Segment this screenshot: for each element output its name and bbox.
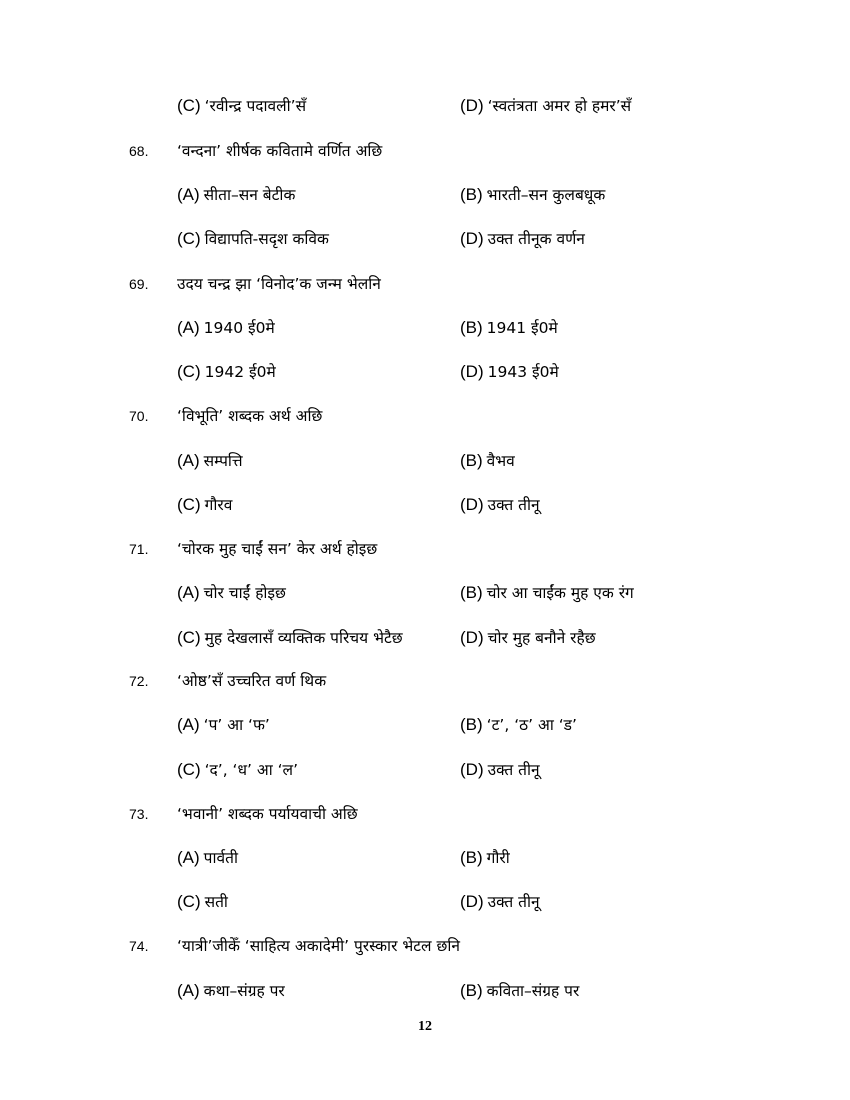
question-text: ‘विभूति’ शब्दक अर्थ अछि [177,407,323,425]
question-72 [0,667,850,697]
question-text: ‘चोरक मुह चाईं सन’ केर अर्थ होइछ [177,540,378,558]
question-number: 70. [129,408,149,424]
option-c: (C) 1942 ई0मे [177,362,276,381]
option-b: (B) गौरी [460,848,510,867]
option-c: (C) विद्यापति-सदृश कविक [177,229,329,248]
question-69 [0,270,850,300]
question-text: ‘वन्दना’ शीर्षक कवितामे वर्णित अछि [177,142,383,160]
option-a: (A) पार्वती [177,848,238,867]
option-row [0,491,850,521]
option-b: (B) चोर आ चाईंक मुह एक रंग [460,583,634,602]
question-number: 71. [129,541,149,557]
option-d: (D) ‘स्वतंत्रता अमर हो हमर’सँ [460,96,632,115]
question-number: 69. [129,276,149,292]
question-number: 68. [129,143,149,159]
option-row [0,92,850,122]
option-row [0,844,850,874]
option-b: (B) वैभव [460,451,515,470]
option-row [0,711,850,741]
option-a: (A) ‘प’ आ ‘फ’ [177,715,270,734]
option-a: (A) 1940 ई0मे [177,318,275,337]
option-row [0,181,850,211]
option-row [0,358,850,388]
option-a: (A) चोर चाईं होइछ [177,583,286,602]
option-row [0,756,850,786]
option-b: (B) कविता–संग्रह पर [460,981,580,1000]
question-71 [0,535,850,565]
question-70 [0,402,850,432]
option-c: (C) मुह देखलासँ व्यक्तिक परिचय भेटैछ [177,628,403,647]
option-b: (B) भारती–सन कुलबधूक [460,185,606,204]
question-number: 74. [129,938,149,954]
option-d: (D) उक्त तीनू [460,760,540,779]
option-c: (C) गौरव [177,495,233,514]
option-row [0,977,850,1007]
option-row [0,314,850,344]
option-d: (D) उक्त तीनूक वर्णन [460,229,585,248]
option-d: (D) 1943 ई0मे [460,362,559,381]
option-d: (D) उक्त तीनू [460,495,540,514]
question-text: ‘ओष्ठ’सँ उच्चरित वर्ण थिक [177,672,327,690]
option-d: (D) उक्त तीनू [460,892,540,911]
page-number: 12 [418,1019,432,1034]
question-74 [0,932,850,962]
question-text: उदय चन्द्र झा ‘विनोद’क जन्म भेलनि [177,275,381,293]
question-number: 72. [129,673,149,689]
option-c: (C) ‘द’, ‘ध’ आ ‘ल’ [177,760,298,779]
option-d: (D) चोर मुह बनौने रहैछ [460,628,596,647]
question-number: 73. [129,806,149,822]
option-b: (B) 1941 ई0मे [460,318,558,337]
option-b: (B) ‘ट’, ‘ठ’ आ ‘ड’ [460,715,577,734]
option-c: (C) सती [177,892,228,911]
option-row [0,579,850,609]
option-a: (A) कथा–संग्रह पर [177,981,285,1000]
option-c: (C) ‘रवीन्द्र पदावली’सँ [177,96,307,115]
option-a: (A) सीता–सन बेटीक [177,185,296,204]
option-a: (A) सम्पत्ति [177,451,243,470]
option-row [0,225,850,255]
question-73 [0,800,850,830]
option-row [0,447,850,477]
question-text: ‘यात्री’जीकेँ ‘साहित्य अकादेमी’ पुरस्कार भेटल छनि [177,937,460,955]
option-row [0,888,850,918]
question-68 [0,137,850,167]
question-text: ‘भवानी’ शब्दक पर्यायवाची अछि [177,805,358,823]
option-row [0,624,850,654]
